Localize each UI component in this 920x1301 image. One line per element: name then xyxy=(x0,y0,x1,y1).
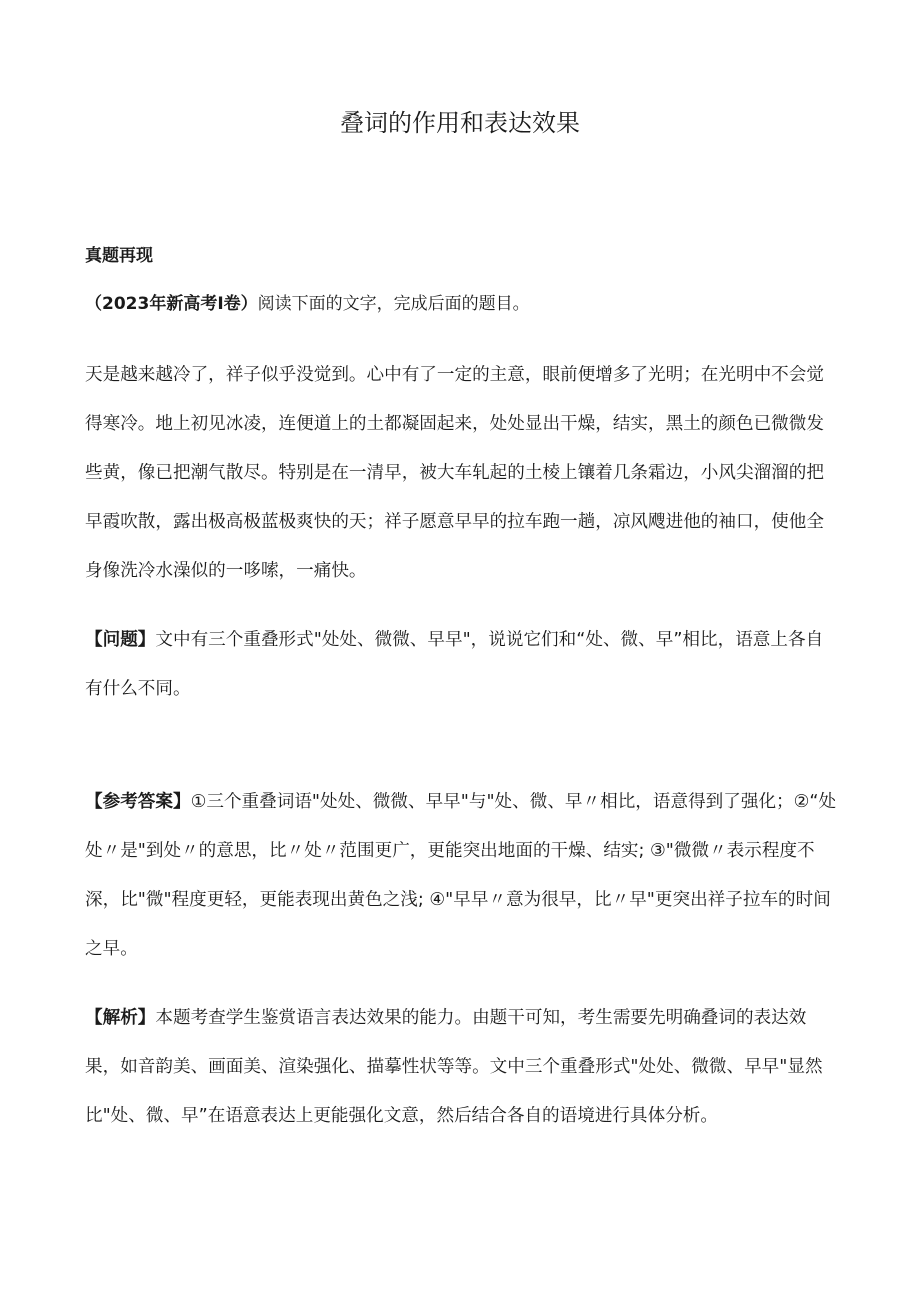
section-heading: 真题再现 xyxy=(85,246,153,266)
question-paragraph xyxy=(85,616,837,714)
source-instruction: 阅读下面的文字，完成后面的题目。 xyxy=(257,294,530,314)
analysis-label: 【解析】 xyxy=(85,1008,156,1028)
analysis-paragraph xyxy=(85,994,837,1141)
answer-text: ①三个重叠词语"处处、微微、早早"与"处、微、早〃相比，语意得到了强化；②“处处〃是"到处〃的意思，比〃处〃范围更广，更能突出地面的干燥、结实; ③"微微〃表示程度不深，比"微"程度更轻，更能表现出黄色之浅; ④"早早〃意为很早，比〃早"更突出祥子拉车的时间之早。 xyxy=(85,792,837,959)
question-label: 【问题】 xyxy=(85,630,156,650)
question-text: 文中有三个重叠形式"处处、微微、早早"，说说它们和“处、微、早”相比，语意上各自有什么不同。 xyxy=(85,630,824,699)
source-line xyxy=(85,291,530,317)
answer-paragraph xyxy=(85,778,837,974)
document-title: 叠词的作用和表达效果 xyxy=(340,109,580,137)
answer-label: 【参考答案】 xyxy=(85,792,191,812)
passage-paragraph: 天是越来越冷了，祥子似乎没觉到。心中有了一定的主意，眼前便增多了光明；在光明中不会觉得寒冷。地上初见冰凌，连便道上的土都凝固起来，处处显出干燥，结实，黑土的颜色已微微发些黄，像已把潮气散尽。特别是在一清早，被大车轧起的土棱上镶着几条霜边，小风尖溜溜的把早霞吹散，露出极高极蓝极爽快的天；祥子愿意早早的拉车跑一趟，凉风飕进他的袖口，使他全身像洗冷水澡似的一哆嗦，一痛快。 xyxy=(85,365,824,581)
source-tag: （2023年新高考Ⅰ卷） xyxy=(85,294,258,314)
analysis-text: 本题考查学生鉴赏语言表达效果的能力。由题干可知，考生需要先明确叠词的表达效果，如音韵美、画面美、渲染强化、描摹性状等等。文中三个重叠形式"处处、微微、早早"显然比"处、微、早”在语意表达上更能强化文意，然后结合各自的语境进行具体分析。 xyxy=(85,1008,823,1126)
